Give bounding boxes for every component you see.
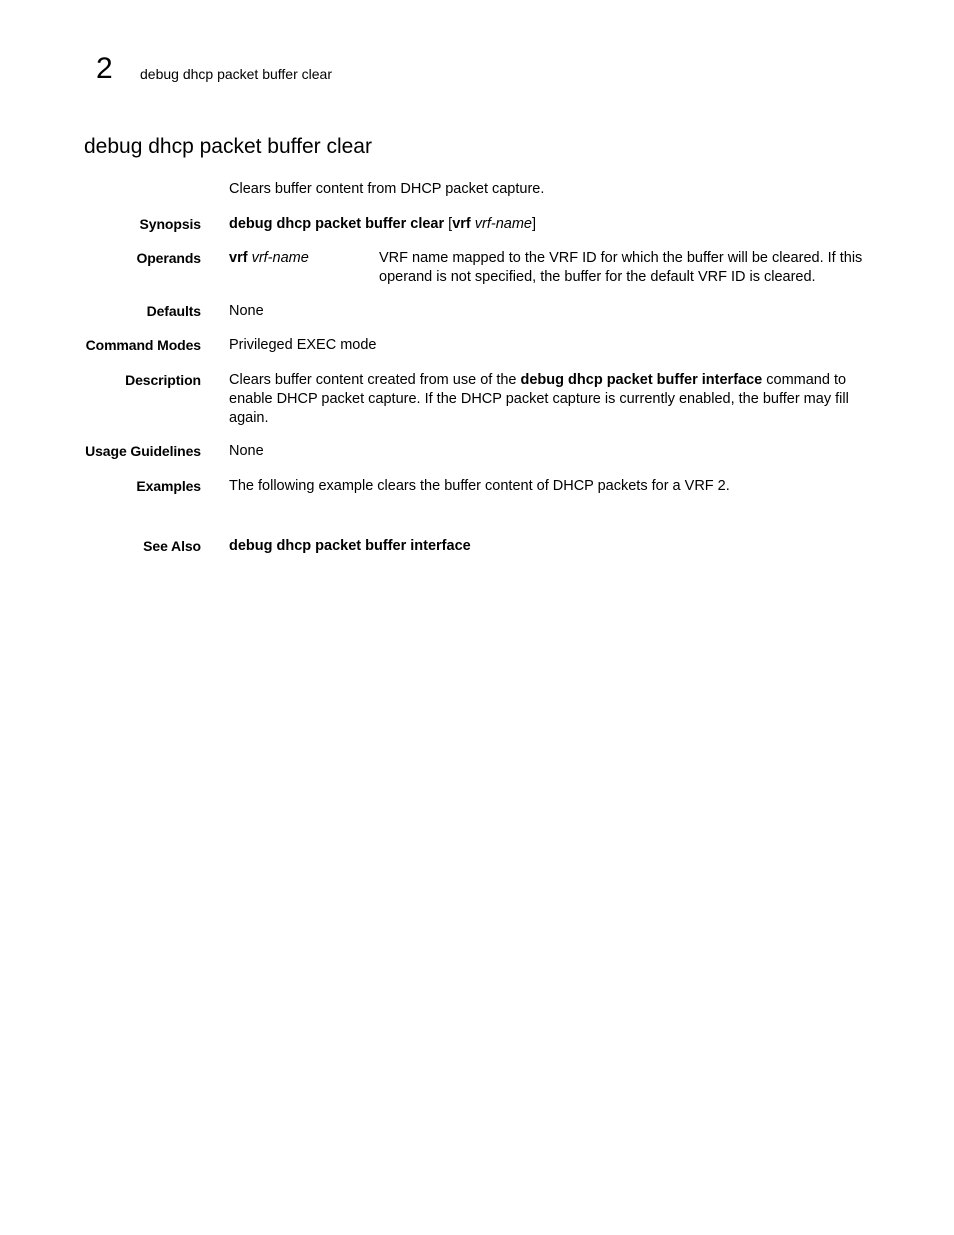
operand-param: vrf-name	[251, 250, 309, 266]
usage-guidelines-value: None	[229, 443, 264, 459]
page-title: debug dhcp packet buffer clear	[84, 135, 372, 158]
operand-term	[229, 249, 309, 268]
see-also-label: See Also	[143, 538, 201, 554]
synopsis-param: vrf-name	[474, 216, 532, 232]
description-after: command to enable DHCP packet capture. If the DHCP packet capture is currently enabled, the buffer may fill again.	[229, 372, 849, 426]
description-before: Clears buffer content created from use of the	[229, 372, 521, 388]
description-command-ref: debug dhcp packet buffer interface	[520, 372, 763, 388]
command-modes-value: Privileged EXEC mode	[229, 337, 377, 353]
intro-text: Clears buffer content from DHCP packet capture.	[229, 181, 545, 197]
command-modes-label: Command Modes	[85, 337, 201, 353]
see-also-link[interactable]: debug dhcp packet buffer interface	[229, 538, 471, 554]
usage-guidelines-label: Usage Guidelines	[85, 443, 201, 459]
synopsis-label: Synopsis	[139, 216, 201, 232]
operands-label: Operands	[136, 250, 201, 266]
synopsis-open-bracket: [	[444, 216, 453, 232]
description-label: Description	[125, 372, 201, 388]
defaults-label: Defaults	[146, 303, 201, 319]
examples-text: The following example clears the buffer content of DHCP packets for a VRF 2.	[229, 478, 730, 494]
synopsis-command: debug dhcp packet buffer clear	[229, 216, 445, 232]
running-header: debug dhcp packet buffer clear	[140, 66, 332, 82]
examples-label: Examples	[136, 478, 201, 494]
synopsis-close-bracket: ]	[532, 216, 537, 232]
synopsis-keyword: vrf	[452, 216, 471, 232]
operand-definition: VRF name mapped to the VRF ID for which the buffer will be cleared. If this operand is not specified, the buffer for the default VRF ID is cleared.	[379, 250, 863, 285]
operand-keyword: vrf	[229, 250, 248, 266]
chapter-number: 2	[96, 52, 113, 85]
description-text	[229, 371, 869, 428]
synopsis-text	[229, 215, 869, 234]
defaults-value: None	[229, 303, 264, 319]
see-also-link-container	[229, 537, 869, 556]
